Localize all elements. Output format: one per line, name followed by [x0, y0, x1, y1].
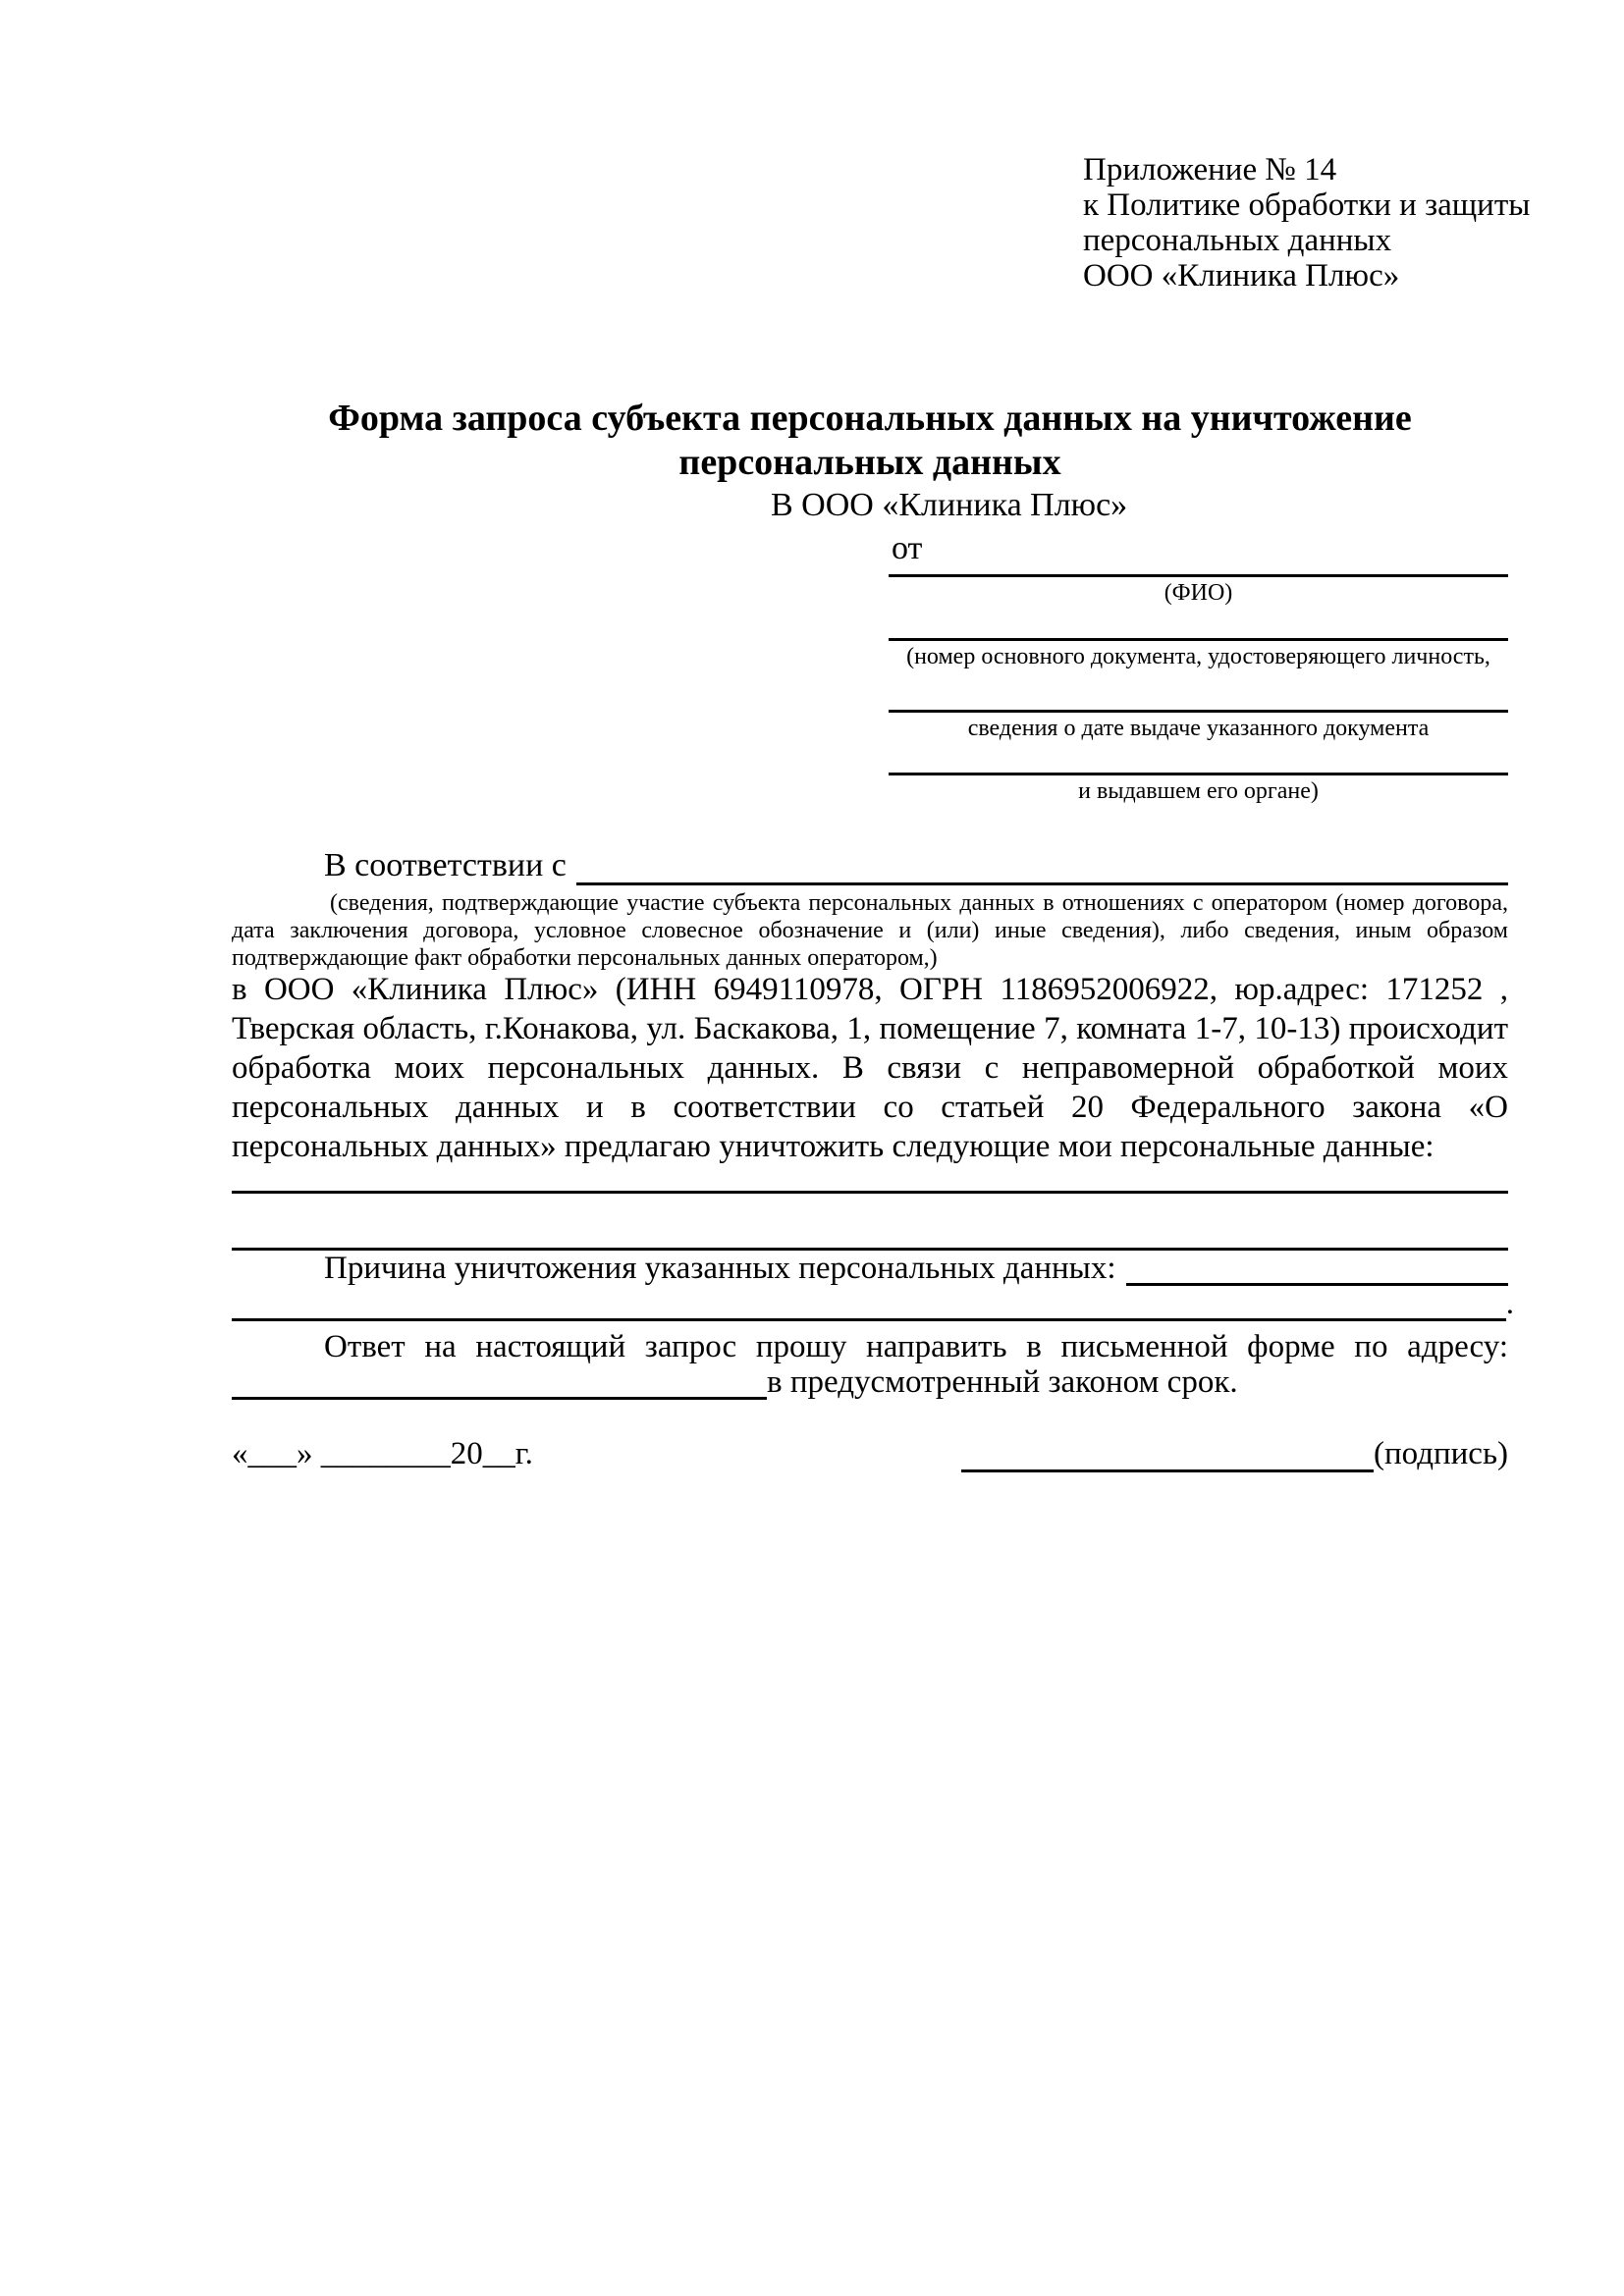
- appendix-line: Приложение № 14: [1083, 152, 1337, 187]
- data-blank-line-1: [232, 1191, 1508, 1194]
- fio-caption: (ФИО): [1164, 580, 1233, 606]
- term-row: [232, 1364, 1238, 1400]
- document-title: Форма запроса субъекта персональных данных на уничтожение персональных данных: [328, 398, 1412, 483]
- reason-label: Причина уничтожения указанных персональных данных:: [324, 1251, 1116, 1286]
- accordance-row: [324, 846, 1508, 885]
- issue-date-blank-field: [889, 710, 1508, 742]
- appendix-line: ООО «Клиника Плюс»: [1083, 258, 1400, 294]
- accordance-footnote: (сведения, подтверждающие участие субъекта персональных данных в отношениях с оператором (номер договора, дата заключения договора, условное словесное обозначение и (или) иные сведения), либо сведения, иным образом подтверждающие факт обработки персональных данных оператором,): [232, 890, 1508, 971]
- reason-continuation-row: [232, 1286, 1514, 1321]
- answer-sentence: Ответ на настоящий запрос прошу направить в письменной форме по адресу:: [324, 1329, 1508, 1364]
- reason-blank-line: [1126, 1251, 1508, 1286]
- from-label: от: [892, 530, 923, 566]
- address-blank-line: [232, 1368, 767, 1400]
- issuing-authority-caption: и выдавшем его органе): [1078, 778, 1319, 804]
- signature-group: [961, 1435, 1508, 1472]
- accordance-blank-line: [576, 846, 1508, 885]
- signature-blank-line: [961, 1439, 1374, 1472]
- date-signature-row: [232, 1435, 1508, 1472]
- issue-date-caption: сведения о дате выдаче указанного документа: [967, 716, 1430, 741]
- addressee-line: В ООО «Клиника Плюс»: [771, 487, 1128, 523]
- reason-row: [324, 1251, 1508, 1286]
- body-paragraph: в ООО «Клиника Плюс» (ИНН 6949110978, ОГРН 1186952006922, юр.адрес: 171252 , Тверская область, г.Конакова, ул. Баскакова, 1, помещение 7, комната 1-7, 10-13) происходит обработка моих персональных данных. В связи с неправомерной обработкой моих персональных данных и в соответствии со статьей 20 Федерального закона «О персональных данных» предлагаю уничтожить следующие мои персональные данные:: [232, 972, 1508, 1164]
- appendix-block: [1083, 152, 1530, 294]
- appendix-line: к Политике обработки и защиты: [1083, 187, 1531, 223]
- reason-blank-line-2: [232, 1318, 1506, 1321]
- term-text: в предусмотренный законом срок.: [767, 1364, 1238, 1400]
- period-mark: .: [1505, 1286, 1514, 1321]
- appendix-line: персональных данных: [1083, 223, 1392, 258]
- accordance-label: В соответствии с: [324, 847, 567, 883]
- issuing-authority-blank-field: [889, 773, 1508, 805]
- date-blank: «___» ________20__г.: [232, 1436, 533, 1471]
- document-number-caption: (номер основного документа, удостоверяющего личность,: [906, 644, 1490, 669]
- signature-caption: (подпись): [1374, 1436, 1508, 1471]
- document-number-blank-field: [889, 638, 1508, 670]
- fio-blank-field: [889, 574, 1508, 607]
